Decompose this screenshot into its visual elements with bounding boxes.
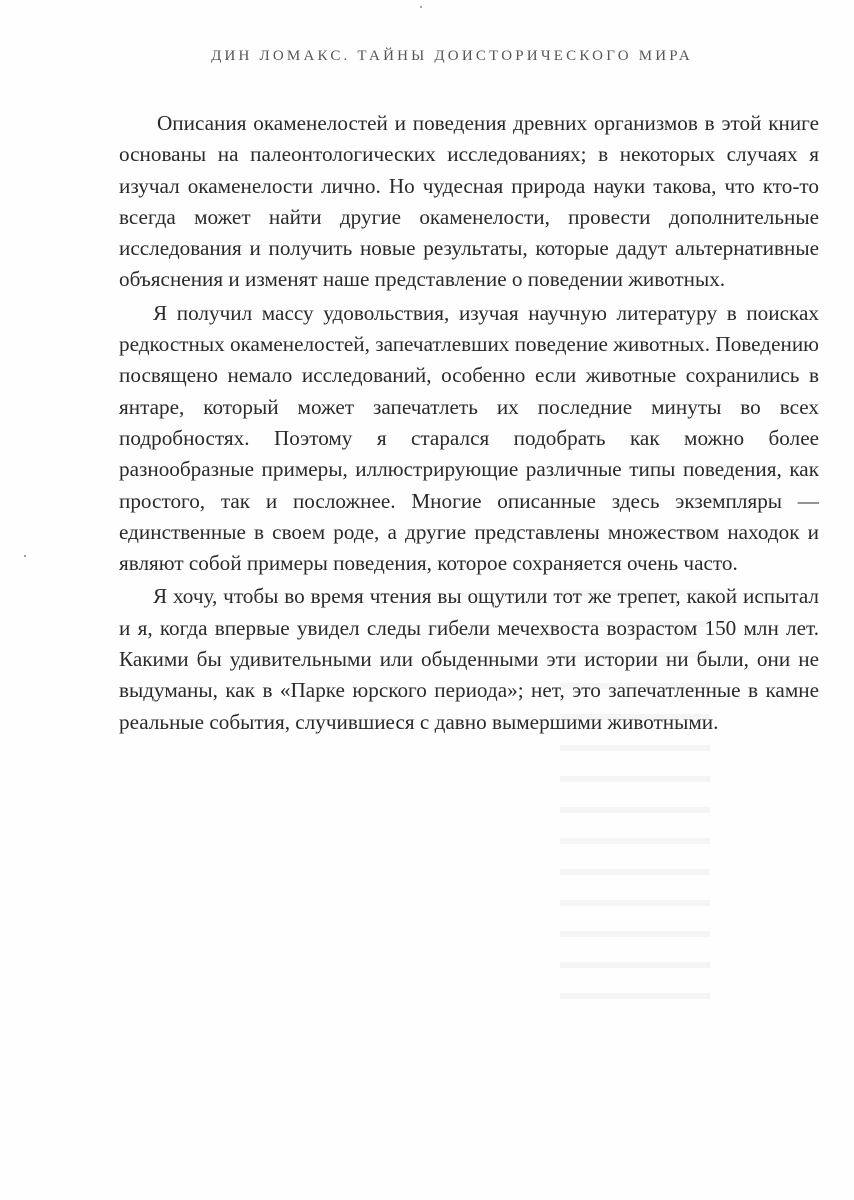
speck-mark: [24, 555, 26, 557]
speck-mark: [420, 6, 422, 8]
paragraph-1: Описания окаменелостей и поведения древних организмов в этой книге основаны на палеонтологических исследованиях; в некоторых случаях я изучал окаменелости лично. Но чудесная природа науки такова, что кто-то всегда может найти другие окаменелости, провести дополнительные исследования и получить новые результаты, которые дадут альтернативные объяснения и изменят наше представление о поведении животных.: [119, 111, 819, 292]
running-header: ДИН ЛОМАКС. ТАЙНЫ ДОИСТОРИЧЕСКОГО МИРА: [211, 48, 693, 64]
body-text: [119, 108, 819, 740]
paragraph-3: Я хочу, чтобы во время чтения вы ощутили тот же трепет, какой испытал и я, когда впервые увидел следы гибели мечехвоста возрастом 150 млн лет. Какими бы удивительными или обыденными эти истории ни были, они не выдуманы, как в «Парке юрского периода»; нет, это запечатленные в камне реальные события, случившиеся с давно вымершими животными.: [119, 584, 819, 734]
paragraph-2: Я получил массу удовольствия, изучая научную литературу в поисках редкостных окаменелостей, запечатлевших поведение животных. Поведению посвящено немало исследований, особенно если животные сохранились в янтаре, который может запечатлеть их последние минуты во всех подробностях. Поэтому я старался подобрать как можно более разнообразные примеры, иллюстрирующие различные типы поведения, как простого, так и посложнее. Многие описанные здесь экземпляры — единственные в своем роде, а другие представлены множеством находок и являют собой примеры поведения, которое сохраняется очень часто.: [119, 300, 819, 576]
